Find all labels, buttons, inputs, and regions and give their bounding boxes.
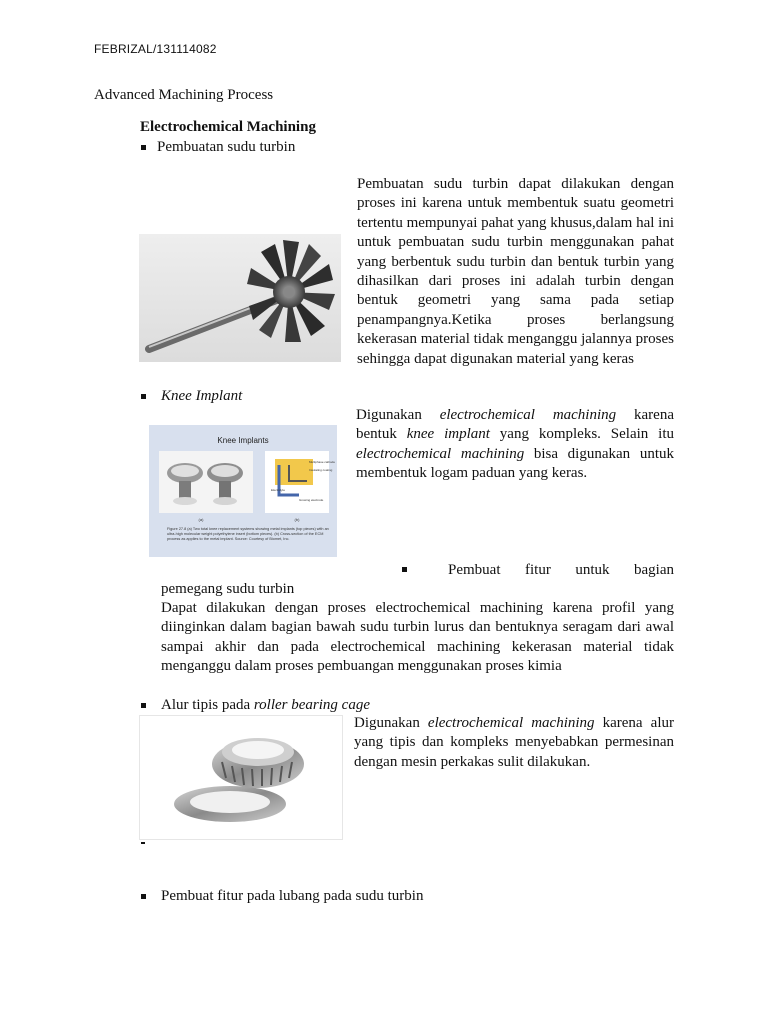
bullet-marker <box>141 394 146 399</box>
bullet-marker <box>141 703 146 708</box>
callout-multiphase-cathode: Multiphase cathode <box>309 460 336 464</box>
item-knee-description: Digunakan electrochemical machining karena bentuk knee implant yang kompleks. Selain itu electrochemical machining bisa digunakan untuk membentuk logam paduan yang keras. <box>356 407 675 482</box>
figure-caption: Figure 27.8 (a) Two total knee replacement systems showing metal implants (top pieces) with an ultra-high molecular weight polyethylene insert (bottom pieces). (b) Cross-section of the ECM process as applies to the metal implant. Source: Courtesy of Biomet, Inc. <box>167 527 329 541</box>
item-turbin-description: Pembuatan sudu turbin dapat dilakukan dengan proses ini karena untuk membentuk suatu geometri tertentu mempunyai pahat yang khusus,dalam hal ini untuk pembuatan sudu turbin menggunakan pahat yang berbentuk sudu turbin dan bentuk turbin yang dihasilkan dari proses ini adalah turbin dengan bentuk geometri yang sama pada setiap penampangnya.Ketika proses berlangsung kekerasan material tidak menganggu jalannya proses sehingga dapat digunakan material yang keras <box>357 176 675 367</box>
bullet-marker <box>141 894 146 899</box>
item-bearing-title: Alur tipis pada roller bearing cage <box>161 697 370 713</box>
callout-insulating-coating: Insulating coating <box>309 468 333 472</box>
figure-label-a: (a) <box>198 517 204 522</box>
item-holder-title-line1: Pembuat fitur untuk bagian <box>448 562 674 578</box>
item-turbin-title: Pembuatan sudu turbin <box>157 139 296 155</box>
item-bearing-description: Digunakan electrochemical machining karena alur yang tipis dan kompleks menyebabkan permesinan dengan mesin perkakas sulit dilakukan. <box>354 715 674 770</box>
stray-dash <box>141 842 145 844</box>
item-holder-description: Dapat dilakukan dengan proses electrochemical machining karena profil yang diinginkan dalam bagian bawah sudu turbin lurus dan bentuknya seragam dari awal sampai akhir dan pada electrochemical machining kekerasan material tidak menganggu dalam proses pembuangan menggunakan proses kimia <box>161 600 674 675</box>
bullet-marker <box>402 567 407 572</box>
item-knee-title: Knee Implant <box>161 388 243 404</box>
knee-implant-figure <box>149 425 337 557</box>
bullet-marker <box>141 145 146 150</box>
callout-growing-electrode: Growing electrode <box>299 498 324 502</box>
callout-electrolyte: Electrolyte <box>271 488 286 492</box>
document-title: Advanced Machining Process <box>94 87 274 103</box>
figure-title: Knee Implants <box>217 436 269 445</box>
turbine-blade-image <box>139 234 341 362</box>
section-heading: Electrochemical Machining <box>140 119 316 135</box>
item-holder-title-line2: pemegang sudu turbin <box>161 581 295 597</box>
roller-bearing-image <box>139 715 343 840</box>
author-id: FEBRIZAL/131114082 <box>94 42 217 56</box>
figure-label-b: (b) <box>294 517 300 522</box>
item-hole-title: Pembuat fitur pada lubang pada sudu turbin <box>161 888 424 904</box>
